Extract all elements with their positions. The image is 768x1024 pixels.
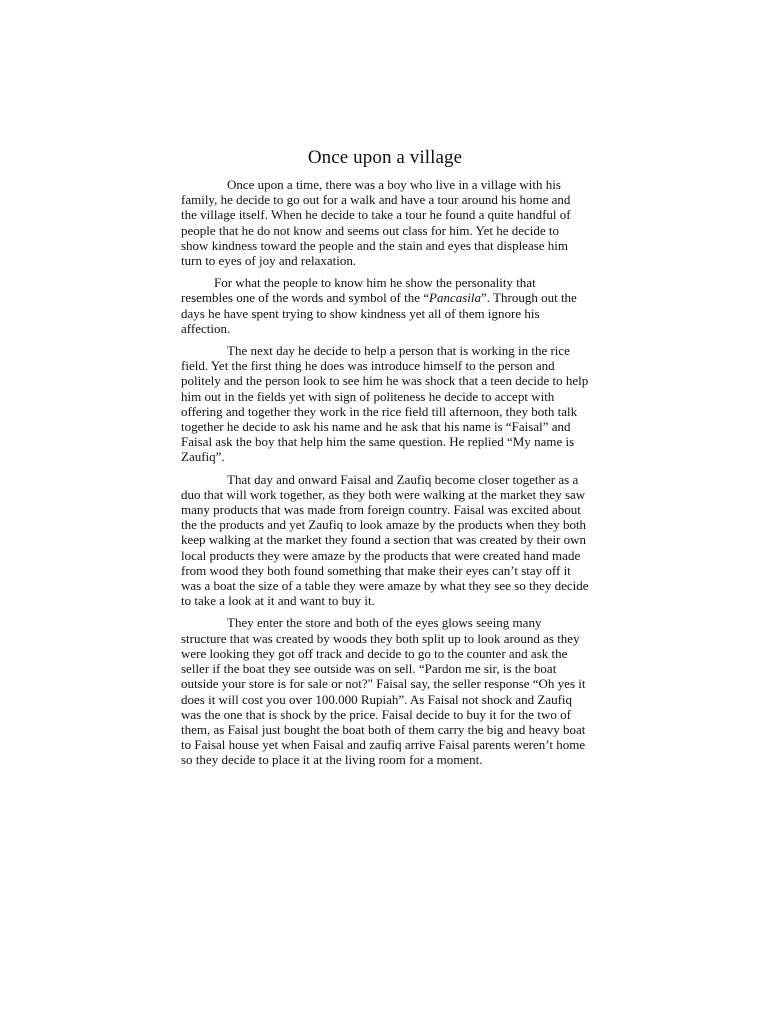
paragraph-5 [181,615,589,767]
document-title: Once upon a village [307,147,463,168]
paragraph-2-text-after: ”. Through out the days he have spent trying to show kindness yet all of them ignore his affection. [181,290,577,336]
paragraph-4 [181,472,589,609]
paragraph-2 [181,275,589,336]
paragraph-3 [181,343,589,465]
paragraph-1-text: Once upon a time, there was a boy who live in a village with his family, he decide to go out for a walk and have a tour around his home and the village itself. When he decide to take a tour he found a quite handful of people that he do not know and seems out class for him. Yet he decide to show kindness toward the people and the stain and eyes that displease him turn to eyes of joy and relaxation. [181,177,571,269]
paragraph-1 [181,177,589,268]
pancasila-emphasis: Pancasila [429,290,482,306]
paragraph-3-text: The next day he decide to help a person that is working in the rice field. Yet the first thing he does was introduce himself to the person and politely and the person look to see him he was shock that a teen decide to help him out in the fields yet with sign of politeness he decide to accept with offering and together they work in the rice field till afternoon, they both talk together he decide to ask his name and he ask that his name is “Faisal” and Faisal ask the boy that help him the same question. He replied “My name is Zaufiq”. [181,343,589,465]
document-page [181,146,589,775]
paragraph-4-text: That day and onward Faisal and Zaufiq become closer together as a duo that will work together, as they both were walking at the market they saw many products that was made from foreign country. Faisal was excited about the the products and yet Zaufiq to look amaze by the products when they both keep walking at the market they found a section that was created by their own local products they were amaze by the products that were created hand made from wood they both found something that make their eyes can’t stay off it was a boat the size of a table they were amaze by what they see so they decide to take a look at it and want to buy it. [181,471,589,609]
paragraph-5-text: They enter the store and both of the eyes glows seeing many structure that was created by woods they both split up to look around as they were looking they got off track and decide to go to the counter and ask the seller if the boat they see outside was on sell. “Pardon me sir, is the boat outside your store is for sale or not?" Faisal say, the seller response “Oh yes it does it will cost you over 100.000 Rupiah”. As Faisal not shock and Zaufiq was the one that is shock by the price. Faisal decide to buy it for the two of them, as Faisal just bought the boat both of them carry the big and heavy boat to Faisal house yet when Faisal and zaufiq arrive Faisal parents weren’t home so they decide to place it at the living room for a moment. [181,615,586,768]
paragraph-2-text-before: For what the people to know him he show the personality that resembles one of the words and symbol of the “ [181,275,536,306]
